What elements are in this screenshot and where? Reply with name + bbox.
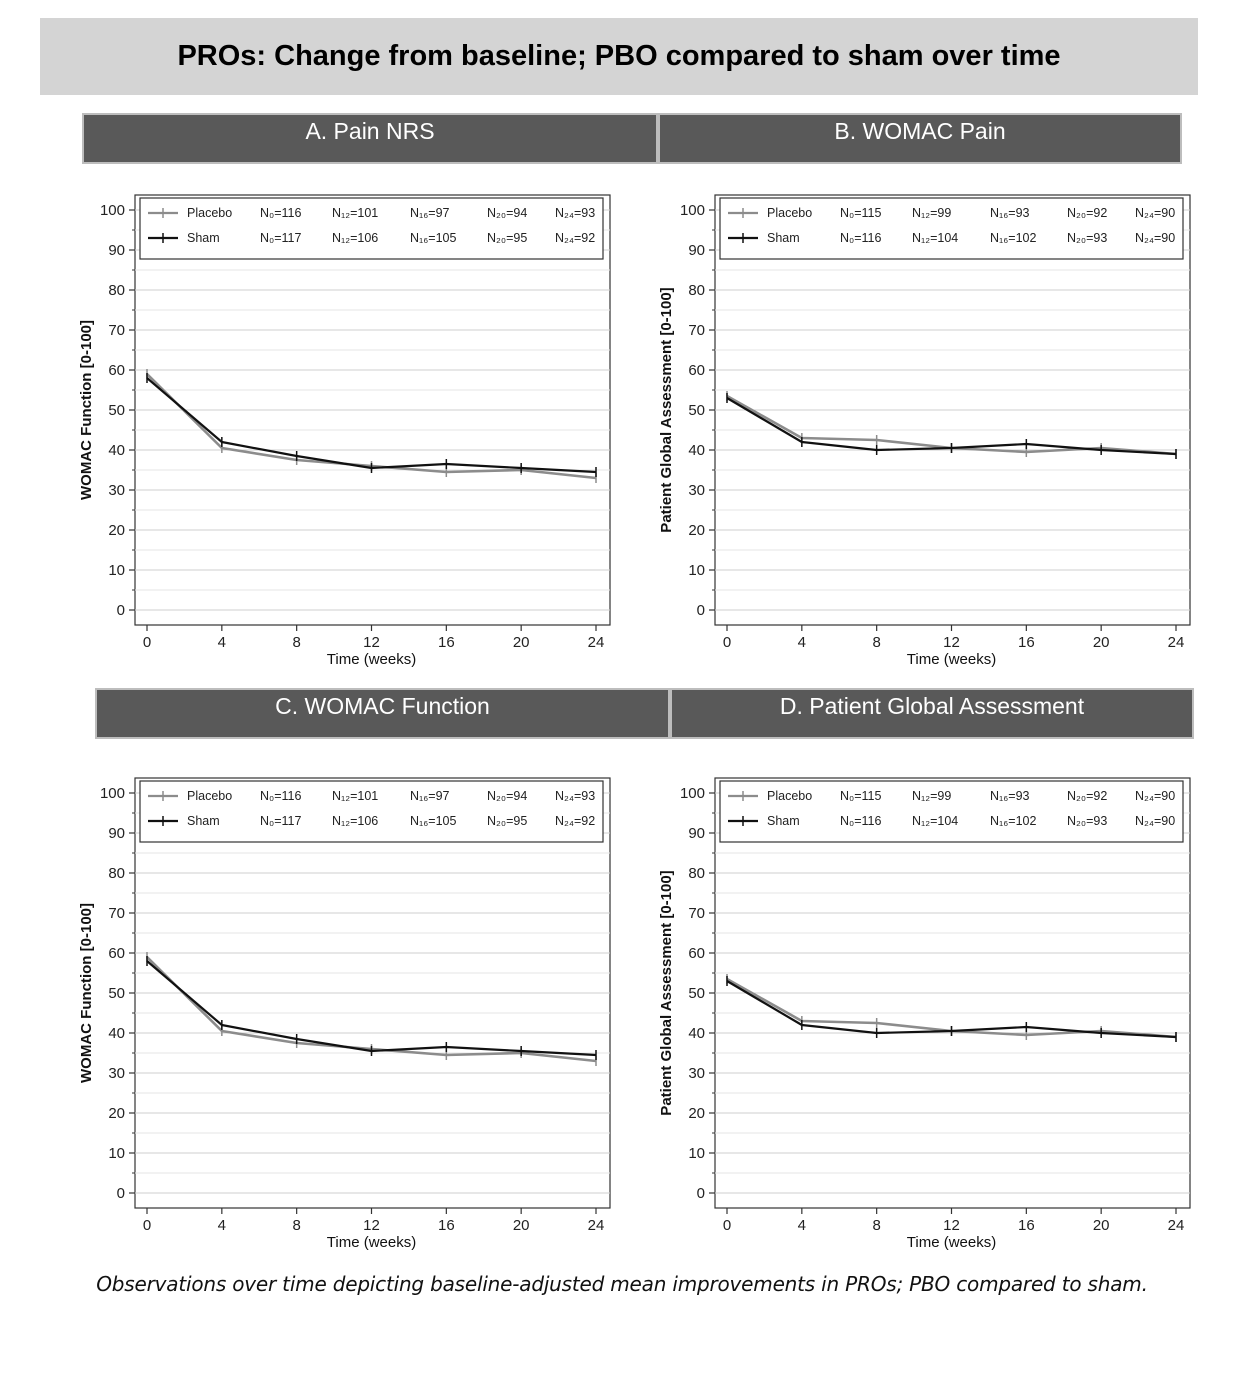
- y-tick-label: 90: [688, 825, 705, 842]
- y-tick-label: 20: [688, 1105, 705, 1122]
- panel-header-c: C. WOMAC Function: [95, 688, 670, 739]
- y-tick-label: 60: [108, 945, 125, 962]
- legend-count: N₁₆=97: [410, 206, 450, 220]
- y-axis-title: WOMAC Function [0-100]: [78, 320, 95, 500]
- legend-count: N₀=115: [840, 789, 882, 803]
- legend-count: N₁₆=102: [990, 231, 1037, 245]
- legend-series-name: Sham: [187, 231, 220, 245]
- x-tick-label: 12: [363, 634, 380, 651]
- x-tick-label: 12: [943, 634, 960, 651]
- y-tick-label: 30: [688, 1065, 705, 1082]
- chart-panel-b: [640, 180, 1200, 680]
- y-tick-label: 30: [108, 482, 125, 499]
- x-tick-label: 8: [292, 1217, 301, 1234]
- y-tick-label: 30: [688, 482, 705, 499]
- y-tick-label: 50: [688, 402, 705, 419]
- x-tick-label: 8: [292, 634, 301, 651]
- legend-count: N₁₂=101: [332, 789, 379, 803]
- legend-count: N₁₆=93: [990, 206, 1030, 220]
- x-tick-label: 0: [722, 634, 732, 651]
- y-tick-label: 0: [116, 602, 125, 619]
- legend-count: N₂₄=93: [555, 206, 596, 220]
- legend-count: N₂₀=94: [487, 789, 528, 803]
- x-tick-label: 12: [363, 1217, 380, 1234]
- page-title: PROs: Change from baseline; PBO compared to sham over time: [40, 18, 1198, 95]
- panel-header-b: B. WOMAC Pain: [658, 113, 1182, 164]
- legend-count: N₀=116: [260, 206, 302, 220]
- x-tick-label: 4: [797, 634, 807, 651]
- chart-panel-c: [60, 763, 620, 1263]
- y-axis-title: WOMAC Function [0-100]: [78, 903, 95, 1083]
- legend-count: N₀=116: [840, 814, 882, 828]
- legend-count: N₂₄=90: [1135, 206, 1176, 220]
- legend-series-name: Placebo: [767, 206, 813, 220]
- legend-count: N₁₆=105: [410, 814, 457, 828]
- legend-series-name: Placebo: [767, 789, 813, 803]
- y-tick-label: 100: [679, 202, 705, 219]
- legend-count: N₂₀=93: [1067, 231, 1108, 245]
- y-tick-label: 70: [108, 905, 125, 922]
- x-tick-label: 16: [1017, 634, 1035, 651]
- x-tick-label: 16: [437, 634, 455, 651]
- y-tick-label: 0: [696, 1185, 705, 1202]
- y-tick-label: 70: [688, 322, 705, 339]
- y-tick-label: 10: [108, 562, 125, 579]
- legend-count: N₂₀=92: [1067, 206, 1108, 220]
- y-tick-label: 50: [108, 402, 125, 419]
- x-tick-label: 0: [142, 1217, 152, 1234]
- x-tick-label: 24: [587, 634, 605, 651]
- x-tick-label: 12: [943, 1217, 960, 1234]
- legend-count: N₁₂=104: [912, 231, 959, 245]
- x-tick-label: 20: [1092, 634, 1110, 651]
- x-axis-title: Time (weeks): [906, 1234, 997, 1251]
- legend-count: N₂₀=95: [487, 231, 528, 245]
- y-tick-label: 40: [108, 442, 125, 459]
- legend-count: N₀=115: [840, 206, 882, 220]
- legend-count: N₁₂=101: [332, 206, 379, 220]
- x-tick-label: 16: [1017, 1217, 1035, 1234]
- legend-count: N₁₂=106: [332, 814, 379, 828]
- legend-count: N₁₆=102: [990, 814, 1037, 828]
- figure-caption: Observations over time depicting baseline-adjusted mean improvements in PROs; PBO compared to sham.: [96, 1272, 1148, 1296]
- y-tick-label: 30: [108, 1065, 125, 1082]
- legend-count: N₀=116: [260, 789, 302, 803]
- legend-count: N₂₄=90: [1135, 231, 1176, 245]
- y-tick-label: 10: [688, 1145, 705, 1162]
- legend-count: N₁₆=105: [410, 231, 457, 245]
- x-tick-label: 8: [872, 634, 881, 651]
- legend-count: N₁₂=106: [332, 231, 379, 245]
- legend-count: N₁₆=97: [410, 789, 450, 803]
- y-tick-label: 60: [108, 362, 125, 379]
- legend-series-name: Sham: [767, 814, 800, 828]
- y-tick-label: 50: [688, 985, 705, 1002]
- x-tick-label: 8: [872, 1217, 881, 1234]
- y-tick-label: 90: [688, 242, 705, 259]
- legend-count: N₀=116: [840, 231, 882, 245]
- x-tick-label: 4: [797, 1217, 807, 1234]
- y-tick-label: 100: [99, 785, 125, 802]
- y-tick-label: 100: [99, 202, 125, 219]
- y-tick-label: 100: [679, 785, 705, 802]
- legend-series-name: Placebo: [187, 789, 233, 803]
- legend-count: N₂₀=93: [1067, 814, 1108, 828]
- y-tick-label: 0: [116, 1185, 125, 1202]
- y-tick-label: 80: [108, 865, 125, 882]
- x-tick-label: 0: [142, 634, 152, 651]
- y-tick-label: 80: [688, 865, 705, 882]
- chart-panel-a: [60, 180, 620, 680]
- x-tick-label: 24: [1167, 1217, 1185, 1234]
- y-tick-label: 70: [108, 322, 125, 339]
- x-tick-label: 4: [217, 1217, 227, 1234]
- x-tick-label: 4: [217, 634, 227, 651]
- y-tick-label: 10: [688, 562, 705, 579]
- y-tick-label: 20: [108, 1105, 125, 1122]
- y-tick-label: 40: [688, 1025, 705, 1042]
- x-tick-label: 20: [1092, 1217, 1110, 1234]
- x-tick-label: 20: [512, 634, 530, 651]
- legend-count: N₂₄=90: [1135, 814, 1176, 828]
- x-tick-label: 16: [437, 1217, 455, 1234]
- x-axis-title: Time (weeks): [326, 1234, 417, 1251]
- legend-count: N₁₂=99: [912, 789, 952, 803]
- y-axis-title: Patient Global Assessment [0-100]: [658, 287, 675, 533]
- legend-count: N₁₂=99: [912, 206, 952, 220]
- y-tick-label: 40: [688, 442, 705, 459]
- y-axis-title: Patient Global Assessment [0-100]: [658, 870, 675, 1116]
- y-tick-label: 0: [696, 602, 705, 619]
- x-tick-label: 24: [1167, 634, 1185, 651]
- x-axis-title: Time (weeks): [326, 651, 417, 668]
- y-tick-label: 80: [688, 282, 705, 299]
- x-axis-title: Time (weeks): [906, 651, 997, 668]
- x-tick-label: 20: [512, 1217, 530, 1234]
- legend-count: N₀=117: [260, 231, 302, 245]
- legend-count: N₁₆=93: [990, 789, 1030, 803]
- y-tick-label: 90: [108, 825, 125, 842]
- legend-count: N₀=117: [260, 814, 302, 828]
- y-tick-label: 60: [688, 945, 705, 962]
- y-tick-label: 10: [108, 1145, 125, 1162]
- legend-series-name: Placebo: [187, 206, 233, 220]
- legend-count: N₂₄=92: [555, 231, 596, 245]
- legend-series-name: Sham: [187, 814, 220, 828]
- x-tick-label: 24: [587, 1217, 605, 1234]
- panel-header-d: D. Patient Global Assessment: [670, 688, 1194, 739]
- legend-series-name: Sham: [767, 231, 800, 245]
- y-tick-label: 90: [108, 242, 125, 259]
- legend-count: N₂₄=90: [1135, 789, 1176, 803]
- legend-count: N₂₄=93: [555, 789, 596, 803]
- chart-panel-d: [640, 763, 1200, 1263]
- y-tick-label: 80: [108, 282, 125, 299]
- legend-count: N₁₂=104: [912, 814, 959, 828]
- y-tick-label: 60: [688, 362, 705, 379]
- y-tick-label: 50: [108, 985, 125, 1002]
- x-tick-label: 0: [722, 1217, 732, 1234]
- legend-count: N₂₀=92: [1067, 789, 1108, 803]
- y-tick-label: 40: [108, 1025, 125, 1042]
- legend-count: N₂₄=92: [555, 814, 596, 828]
- y-tick-label: 70: [688, 905, 705, 922]
- legend-count: N₂₀=95: [487, 814, 528, 828]
- panel-header-a: A. Pain NRS: [82, 113, 658, 164]
- y-tick-label: 20: [688, 522, 705, 539]
- y-tick-label: 20: [108, 522, 125, 539]
- legend-count: N₂₀=94: [487, 206, 528, 220]
